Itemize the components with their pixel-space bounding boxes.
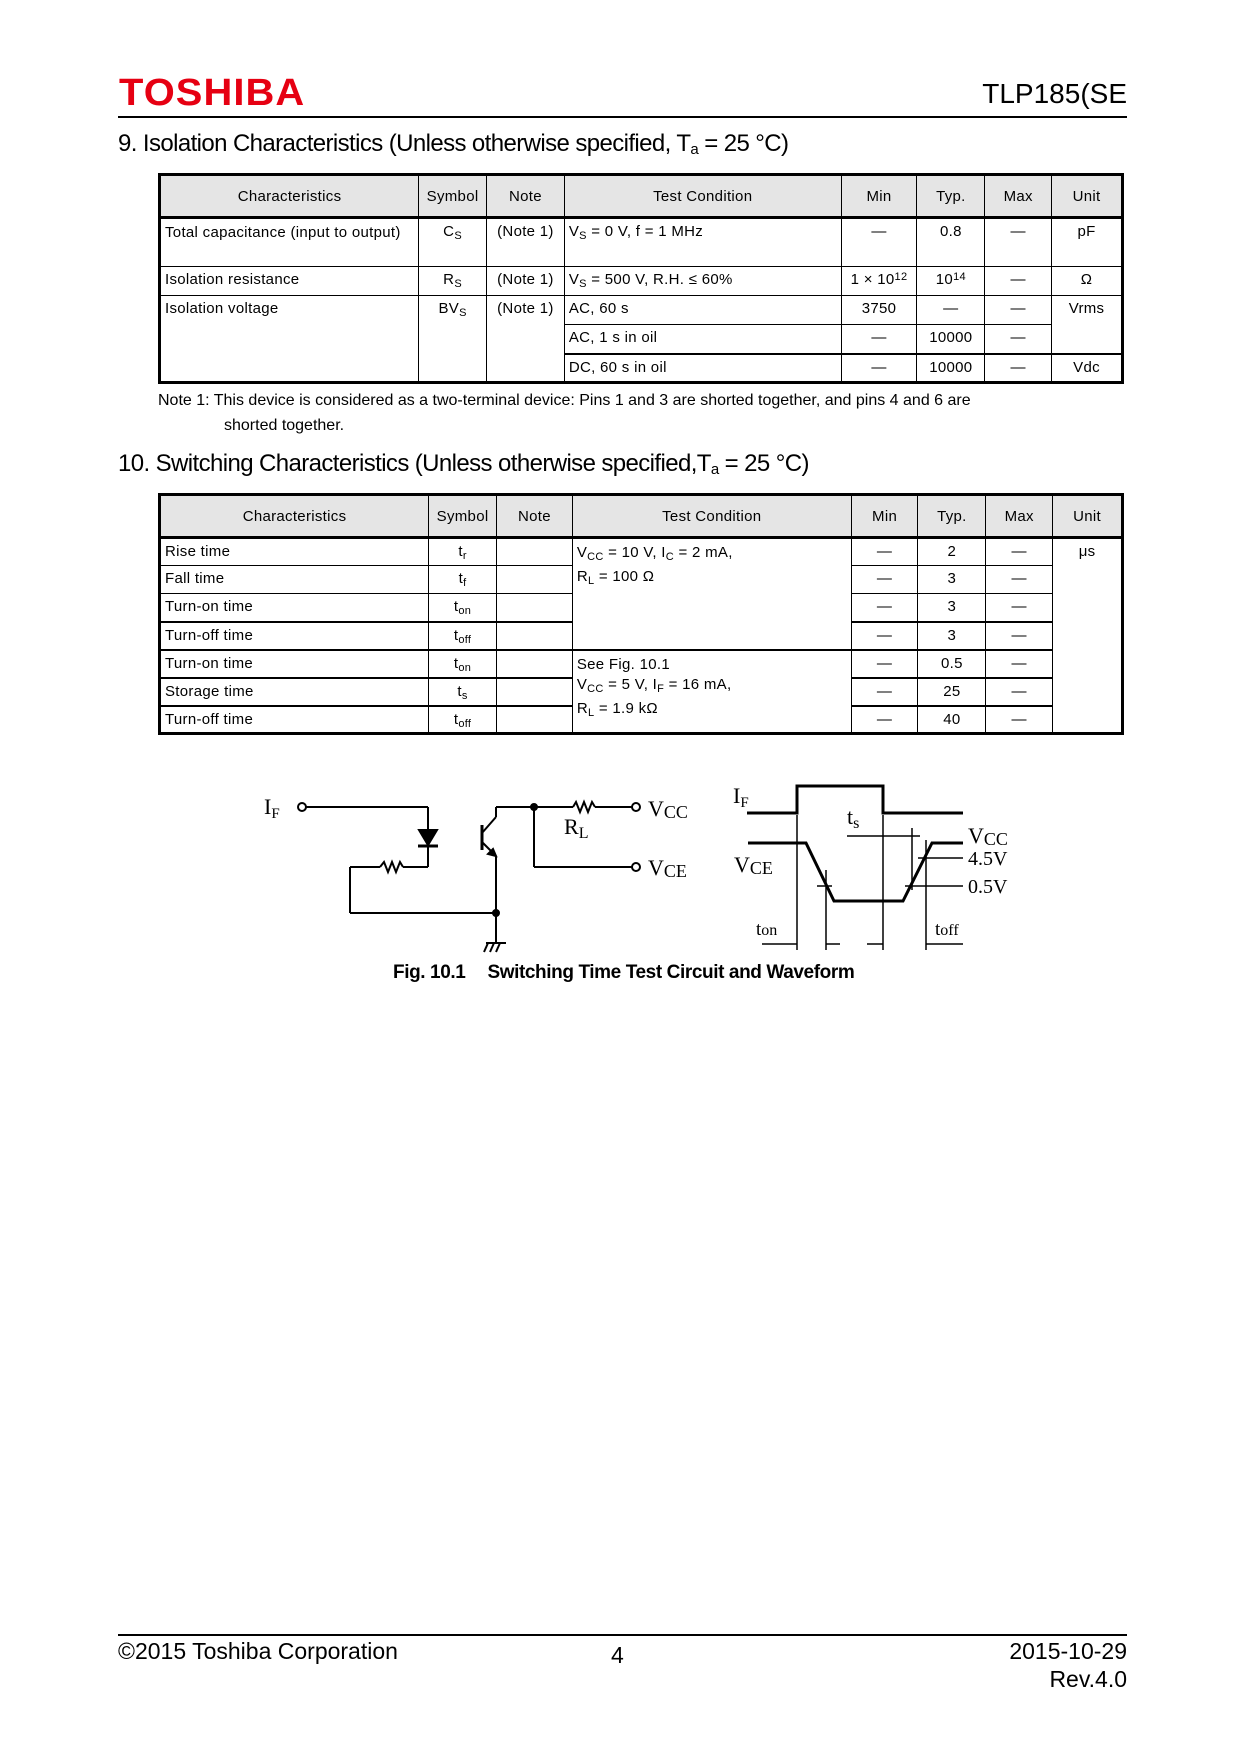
test-circuit [298,802,640,952]
col-header: Note [487,175,565,218]
vcc-label: VCC [648,796,688,822]
col-header: Typ. [917,175,985,218]
table-header-row [160,175,1123,218]
col-header: Test Condition [572,495,851,538]
vce-label: VCE [648,855,687,881]
footer-divider [118,1634,1127,1636]
waveform-vce-label: VCE [734,852,773,878]
col-header: Max [986,495,1053,538]
col-header: Unit [1053,495,1123,538]
isolation-table [158,173,1124,384]
waveform [747,786,963,950]
footer-revision: Rev.4.0 [1049,1666,1127,1692]
table-row: Isolation resistance $R_S$ (Note 1) $V_S = 500$ V, R.H. ≤ 60% $1 \times 10^{12}$ $10^{14}$ — Ω [160,267,1123,296]
table-row: Turn-on time $t_{on}$ — 3 — [160,594,1123,622]
section9-title: 9. Isolation Characteristics (Unless otherwise specified, $T_a = 25$ °C) [118,130,789,158]
table-row: DC, 60 s in oil — 10000 — Vdc [160,354,1123,383]
table-row: Rise time $t_r$ $V_{CC} = 10$ V, $I_C = 2$ mA, $R_L = 100$ Ω — 2 — μs [160,538,1123,566]
col-header: Test Condition [564,175,841,218]
col-header: Symbol [429,495,497,538]
switching-test-figure [258,770,1018,960]
col-header: Typ. [918,495,986,538]
if-label: IF [264,794,280,822]
col-header: Characteristics [160,175,419,218]
table-row: Storage time $t_s$ — 25 — [160,678,1123,706]
table-row: Total capacitance (input to output) $C_S$ (Note 1) $V_S = 0$ V, f = 1 MHz — 0.8 — pF [160,218,1123,267]
footer-copyright: ©2015 Toshiba Corporation [118,1638,398,1664]
table-row: Fall time $t_f$ — 3 — [160,566,1123,594]
figure-caption: Fig. 10.1 Switching Time Test Circuit and Waveform [393,962,855,983]
table-row: Turn-on time $t_{on}$ See Fig. 10.1 $V_{CC} = 5$ V, $I_F = 16$ mA, $R_L = 1.9$ kΩ — 0.5 — [160,650,1123,678]
header-divider [118,116,1127,118]
switching-table [158,493,1124,735]
col-header: Min [841,175,917,218]
level-0-5v: 0.5V [968,876,1008,898]
col-header: Note [497,495,573,538]
table-row: Turn-off time $t_{off}$ — 3 — [160,622,1123,650]
footer-date: 2015-10-29 [1009,1638,1127,1664]
table-row: Turn-off time $t_{off}$ — 40 — [160,706,1123,734]
level-4-5v: 4.5V [968,848,1008,870]
col-header: Max [985,175,1052,218]
waveform-if-label: IF [733,783,749,811]
waveform-labels [733,783,1008,940]
toshiba-logo: TOSHIBA [119,72,306,114]
col-header: Symbol [419,175,487,218]
rl-label: RL [564,814,589,842]
col-header: Min [851,495,918,538]
note-1: Note 1: This device is considered as a two-terminal device: Pins 1 and 3 are shorted together, and pins 4 and 6 are shorted together. [158,392,971,434]
waveform-vcc-label: VCC [968,823,1008,849]
test-condition-group-2: See Fig. 10.1 $V_{CC} = 5$ V, $I_F = 16$ mA, $R_L = 1.9$ kΩ [572,650,851,734]
part-number: TLP185(SE [982,78,1127,109]
section10-title: 10. Switching Characteristics (Unless otherwise $specified,T_a = 25$ °C) [118,450,809,478]
test-condition-group-1: $V_{CC} = 10$ V, $I_C = 2$ mA, $R_L = 100$ Ω [572,538,851,650]
footer-page-number: 4 [611,1642,624,1668]
toff-label: toff [935,919,959,940]
col-header: Unit [1052,175,1123,218]
table-row: Isolation voltage $BV_S$ (Note 1) AC, 60 s 3750 — — Vrms [160,296,1123,325]
col-header: Characteristics [160,495,429,538]
table-header-row [160,495,1123,538]
table-row: AC, 1 s in oil — 10000 — [160,325,1123,354]
ts-label: ts [847,804,860,832]
ton-label: ton [756,919,778,940]
